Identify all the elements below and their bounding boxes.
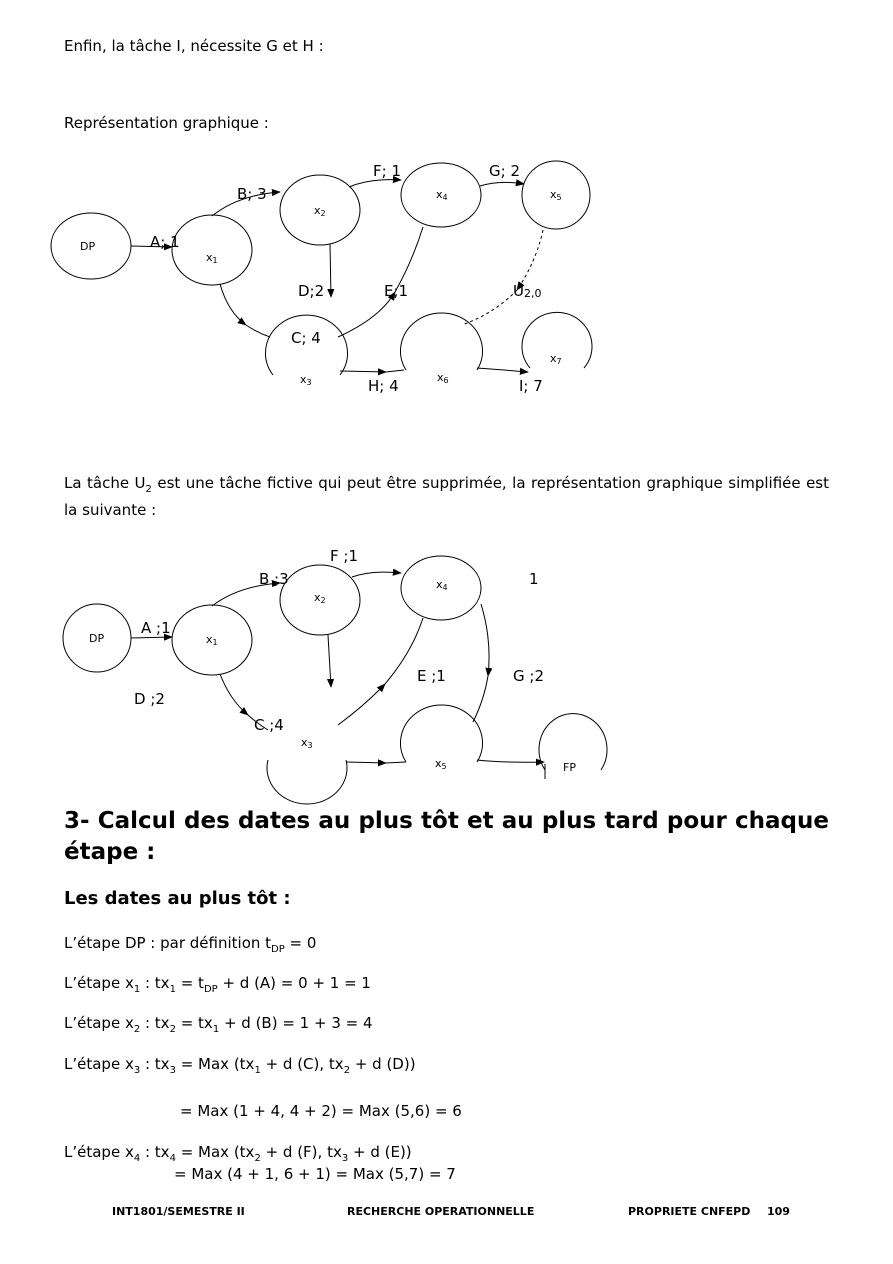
edge2-x3-x5-tail <box>386 762 406 763</box>
edge2-d-label: D ;2 <box>134 690 165 708</box>
edge-d-label: D;2 <box>298 282 325 300</box>
eq-x3-continued: = Max (1 + 4, 4 + 2) = Max (5,6) = 6 <box>180 1102 462 1120</box>
graph-2 <box>0 540 893 810</box>
edge-g-label: G; 2 <box>489 162 520 180</box>
edge-u <box>517 230 543 290</box>
footer-course: INT1801/SEMESTRE II <box>112 1205 245 1218</box>
svg-text:x4: x4 <box>436 188 448 202</box>
edge-u-label: U2,0 <box>513 282 542 300</box>
edge2-f-label: F ;1 <box>330 547 358 565</box>
svg-text:x5: x5 <box>435 757 447 771</box>
edge2-e-label: E ;1 <box>417 667 446 685</box>
graph-heading: Représentation graphique : <box>64 114 269 132</box>
edge2-d <box>328 635 331 687</box>
edge2-one-label: 1 <box>529 570 539 588</box>
footer-owner: PROPRIETE CNFEPD <box>628 1205 751 1218</box>
svg-text:x1: x1 <box>206 633 218 647</box>
node2-fp-label: FP <box>563 761 576 774</box>
intro-line: Enfin, la tâche I, nécessite G et H : <box>64 37 324 55</box>
svg-text:x1: x1 <box>206 251 218 265</box>
edge2-g <box>481 604 489 676</box>
edge2-b-label: B ;3 <box>259 570 289 588</box>
edge-e-label: E;1 <box>384 282 409 300</box>
edge-a-label: A; 1 <box>150 233 180 251</box>
edge-c-label: C; 4 <box>291 329 321 347</box>
footer-subject: RECHERCHE OPERATIONNELLE <box>347 1205 535 1218</box>
eq-x4: L’étape $x_4$ : $tx_4$ = Max ($tx_2 + d$ (F), $tx_3 + d$ (E)) <box>64 1143 412 1164</box>
eq-x1: L’étape $x_1$ : $tx_1 = t_{DP} + d$ (A) = 0 + 1 = 1 <box>64 974 371 995</box>
edge-d <box>330 244 331 297</box>
edge2-g-label: G ;2 <box>513 667 544 685</box>
edge2-c <box>220 674 248 715</box>
svg-text:x7: x7 <box>550 352 562 366</box>
edge-f-label: F; 1 <box>373 162 401 180</box>
svg-text:x2: x2 <box>314 204 326 218</box>
edge2-x5-fp <box>477 760 544 762</box>
svg-text:x2: x2 <box>314 591 326 605</box>
edge-u-tail <box>462 290 517 325</box>
node2-x5 <box>400 705 482 762</box>
edge-h <box>340 371 386 372</box>
eq-x3: L’étape $x_3$ : $tx_3$ = Max ($tx_1 + d$ (C), $tx_2 + d$ (D)) <box>64 1055 416 1076</box>
svg-text:x5: x5 <box>550 188 562 202</box>
edge-c <box>220 284 246 325</box>
svg-text:x6: x6 <box>437 371 449 385</box>
edge2-c-label: C ;4 <box>254 716 284 734</box>
svg-text:x3: x3 <box>301 736 313 750</box>
node-dp-label: DP <box>80 240 96 253</box>
node2-x3 <box>267 760 347 804</box>
footer-page-number: 109 <box>767 1205 790 1218</box>
edge-i-label: I; 7 <box>519 377 543 395</box>
edge-b-label: B; 3 <box>237 185 267 203</box>
edge-i <box>477 368 528 372</box>
fictive-paragraph: La tâche $U_2$ est une tâche fictive qui peut être supprimée, la représentation graphique simplifiée est la suivante : <box>64 474 829 519</box>
node2-dp-label: DP <box>89 632 105 645</box>
eq-x4-continued: = Max (4 + 1, 6 + 1) = Max (5,7) = 7 <box>174 1165 456 1183</box>
svg-text:x3: x3 <box>300 373 312 387</box>
edge-h-label: H; 4 <box>368 377 399 395</box>
graph-1 <box>0 150 893 410</box>
edge-f <box>349 180 401 187</box>
edge-c-tail <box>246 325 270 337</box>
edge-h-tail <box>386 370 404 372</box>
edge-g <box>480 182 524 186</box>
eq-dp: L’étape DP : par définition $t_{DP} = 0$ <box>64 934 317 955</box>
svg-text:x4: x4 <box>436 578 448 592</box>
edge2-g-tail <box>473 676 488 722</box>
edge2-e <box>338 684 385 725</box>
edge2-f <box>352 572 401 577</box>
node-x1 <box>172 215 252 285</box>
edge2-a-label: A ;1 <box>141 619 171 637</box>
edge2-x3-x5 <box>346 762 386 763</box>
eq-x2: L’étape $x_2$ : $tx_2 = tx_1 + d$ (B) = 1 + 3 = 4 <box>64 1014 373 1035</box>
section-title: 3- Calcul des dates au plus tôt et au plus tard pour chaque étape : <box>64 808 829 865</box>
subsection-title: Les dates au plus tôt : <box>64 888 291 909</box>
edge2-a <box>131 637 172 638</box>
